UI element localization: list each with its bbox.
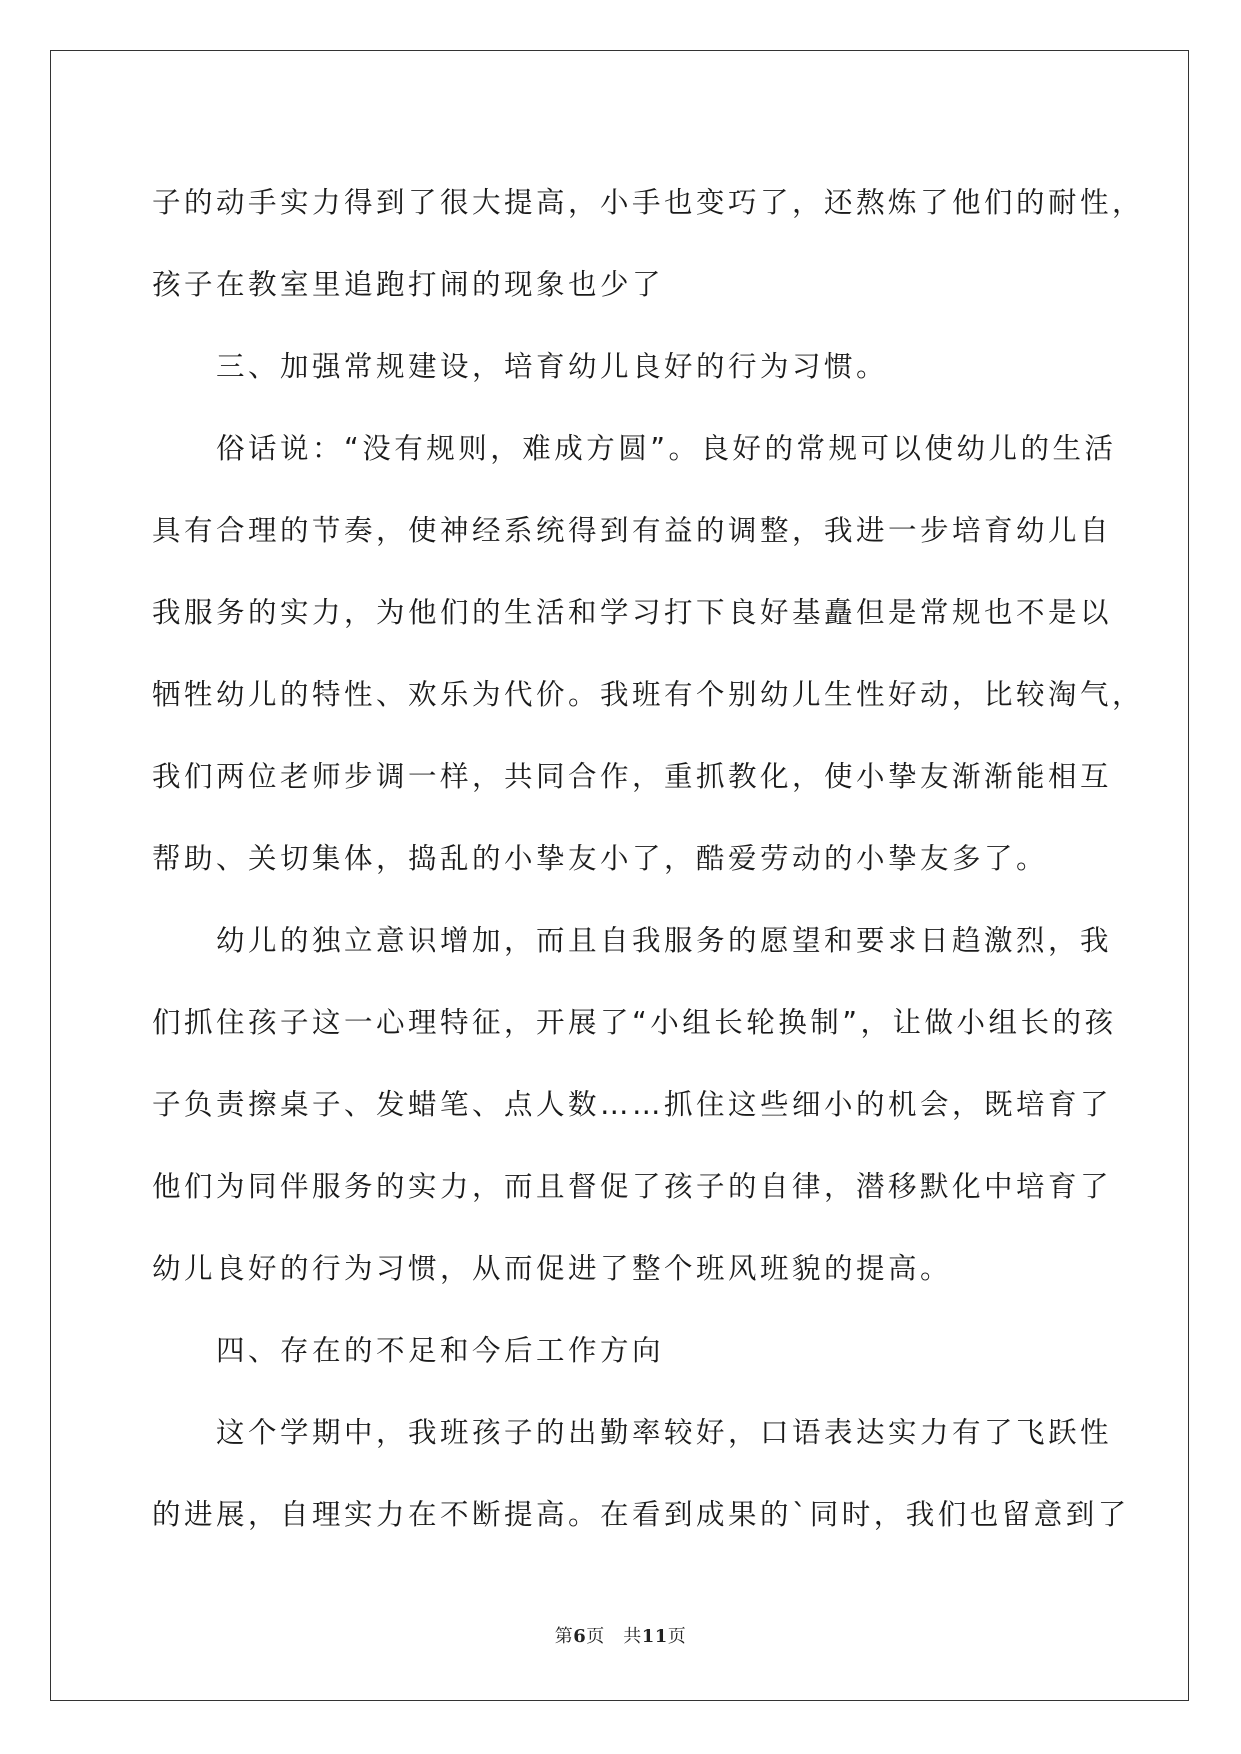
footer-total-pages: 11 bbox=[641, 1626, 668, 1647]
paragraph-line: 子的动手实力得到了很大提高，小手也变巧了，还熬炼了他们的耐性， bbox=[152, 186, 1145, 219]
paragraph-line: 具有合理的节奏，使神经系统得到有益的调整，我进一步培育幼儿自 bbox=[152, 514, 1113, 547]
footer-page-number: 6 bbox=[573, 1626, 587, 1647]
paragraph-line: 我服务的实力，为他们的生活和学习打下良好基矗但是常规也不是以 bbox=[152, 596, 1113, 629]
document-body bbox=[152, 162, 1145, 1556]
page-footer bbox=[0, 1622, 1241, 1648]
paragraph-line: 俗话说：“没有规则，难成方圆”。良好的常规可以使幼儿的生活 bbox=[216, 432, 1117, 465]
paragraph-line: 这个学期中，我班孩子的出勤率较好，口语表达实力有了飞跃性 bbox=[216, 1416, 1113, 1449]
paragraph-line: 子负责擦桌子、发蜡笔、点人数……抓住这些细小的机会，既培育了 bbox=[152, 1088, 1113, 1121]
paragraph-line: 幼儿的独立意识增加，而且自我服务的愿望和要求日趋激烈，我 bbox=[216, 924, 1113, 957]
section-heading: 三、加强常规建设，培育幼儿良好的行为习惯。 bbox=[216, 350, 889, 383]
footer-suffix: 页 bbox=[667, 1626, 687, 1647]
paragraph-line: 我们两位老师步调一样，共同合作，重抓教化，使小挚友渐渐能相互 bbox=[152, 760, 1113, 793]
paragraph-line: 牺牲幼儿的特性、欢乐为代价。我班有个别幼儿生性好动，比较淘气， bbox=[152, 678, 1145, 711]
paragraph-line: 们抓住孩子这一心理特征，开展了“小组长轮换制”，让做小组长的孩 bbox=[152, 1006, 1117, 1039]
paragraph-line: 的进展，自理实力在不断提高。在看到成果的`同时，我们也留意到了 bbox=[152, 1498, 1130, 1531]
paragraph-line: 帮助、关切集体，捣乱的小挚友小了，酷爱劳动的小挚友多了。 bbox=[152, 842, 1049, 875]
footer-mid: 页 共 bbox=[586, 1626, 642, 1647]
footer-prefix: 第 bbox=[554, 1626, 574, 1647]
paragraph-line: 幼儿良好的行为习惯，从而促进了整个班风班貌的提高。 bbox=[152, 1252, 953, 1285]
paragraph-line: 他们为同伴服务的实力，而且督促了孩子的自律，潜移默化中培育了 bbox=[152, 1170, 1113, 1203]
section-heading: 四、存在的不足和今后工作方向 bbox=[216, 1334, 665, 1367]
paragraph-line: 孩子在教室里追跑打闹的现象也少了 bbox=[152, 268, 665, 301]
